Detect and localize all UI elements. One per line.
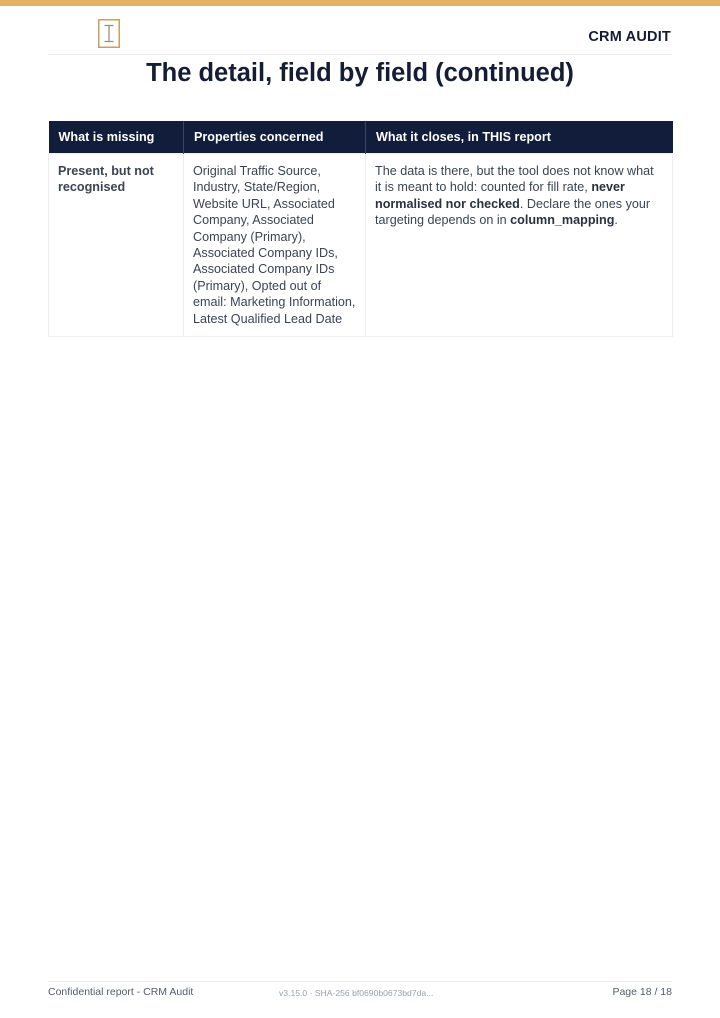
page-title: The detail, field by field (continued) <box>146 59 574 87</box>
footer-version-hash: v3.15.0 · SHA-256 bf0690b0673bd7da... <box>279 988 434 998</box>
column-header-missing: What is missing <box>49 121 184 154</box>
header-divider <box>48 54 672 55</box>
closes-text: . <box>614 213 618 228</box>
column-mapping-term: column_mapping <box>510 213 615 228</box>
closes-text: . Declare the ones your targeting depends on in <box>375 196 651 228</box>
cell-missing: Present, but not recognised <box>49 154 184 337</box>
footer-page-number: Page 18 / 18 <box>612 986 672 998</box>
pillar-logo-icon <box>98 19 120 48</box>
cell-properties: Original Traffic Source, Industry, State/Region, Website URL, Associated Company, Associated Company (Primary), Associated Company IDs, Associated Company IDs (Primary), Opted out of email: Marketing Information, Latest Qualified Lead Date <box>184 154 366 337</box>
top-accent-stripe <box>0 0 720 6</box>
column-header-closes: What it closes, in THIS report <box>366 121 673 154</box>
table-row <box>49 154 673 337</box>
table-header-row <box>49 121 673 154</box>
footer-divider <box>48 981 672 982</box>
footer-confidential-label: Confidential report - CRM Audit <box>48 986 194 998</box>
column-header-properties: Properties concerned <box>184 121 366 154</box>
cell-closes <box>366 154 673 337</box>
detail-table <box>48 121 673 337</box>
closes-text: The data is there, but the tool does not know what it is meant to hold: counted for fill rate, <box>375 164 654 195</box>
closes-emphasis: never normalised nor checked <box>375 180 625 211</box>
report-header-title: CRM AUDIT <box>588 29 671 45</box>
